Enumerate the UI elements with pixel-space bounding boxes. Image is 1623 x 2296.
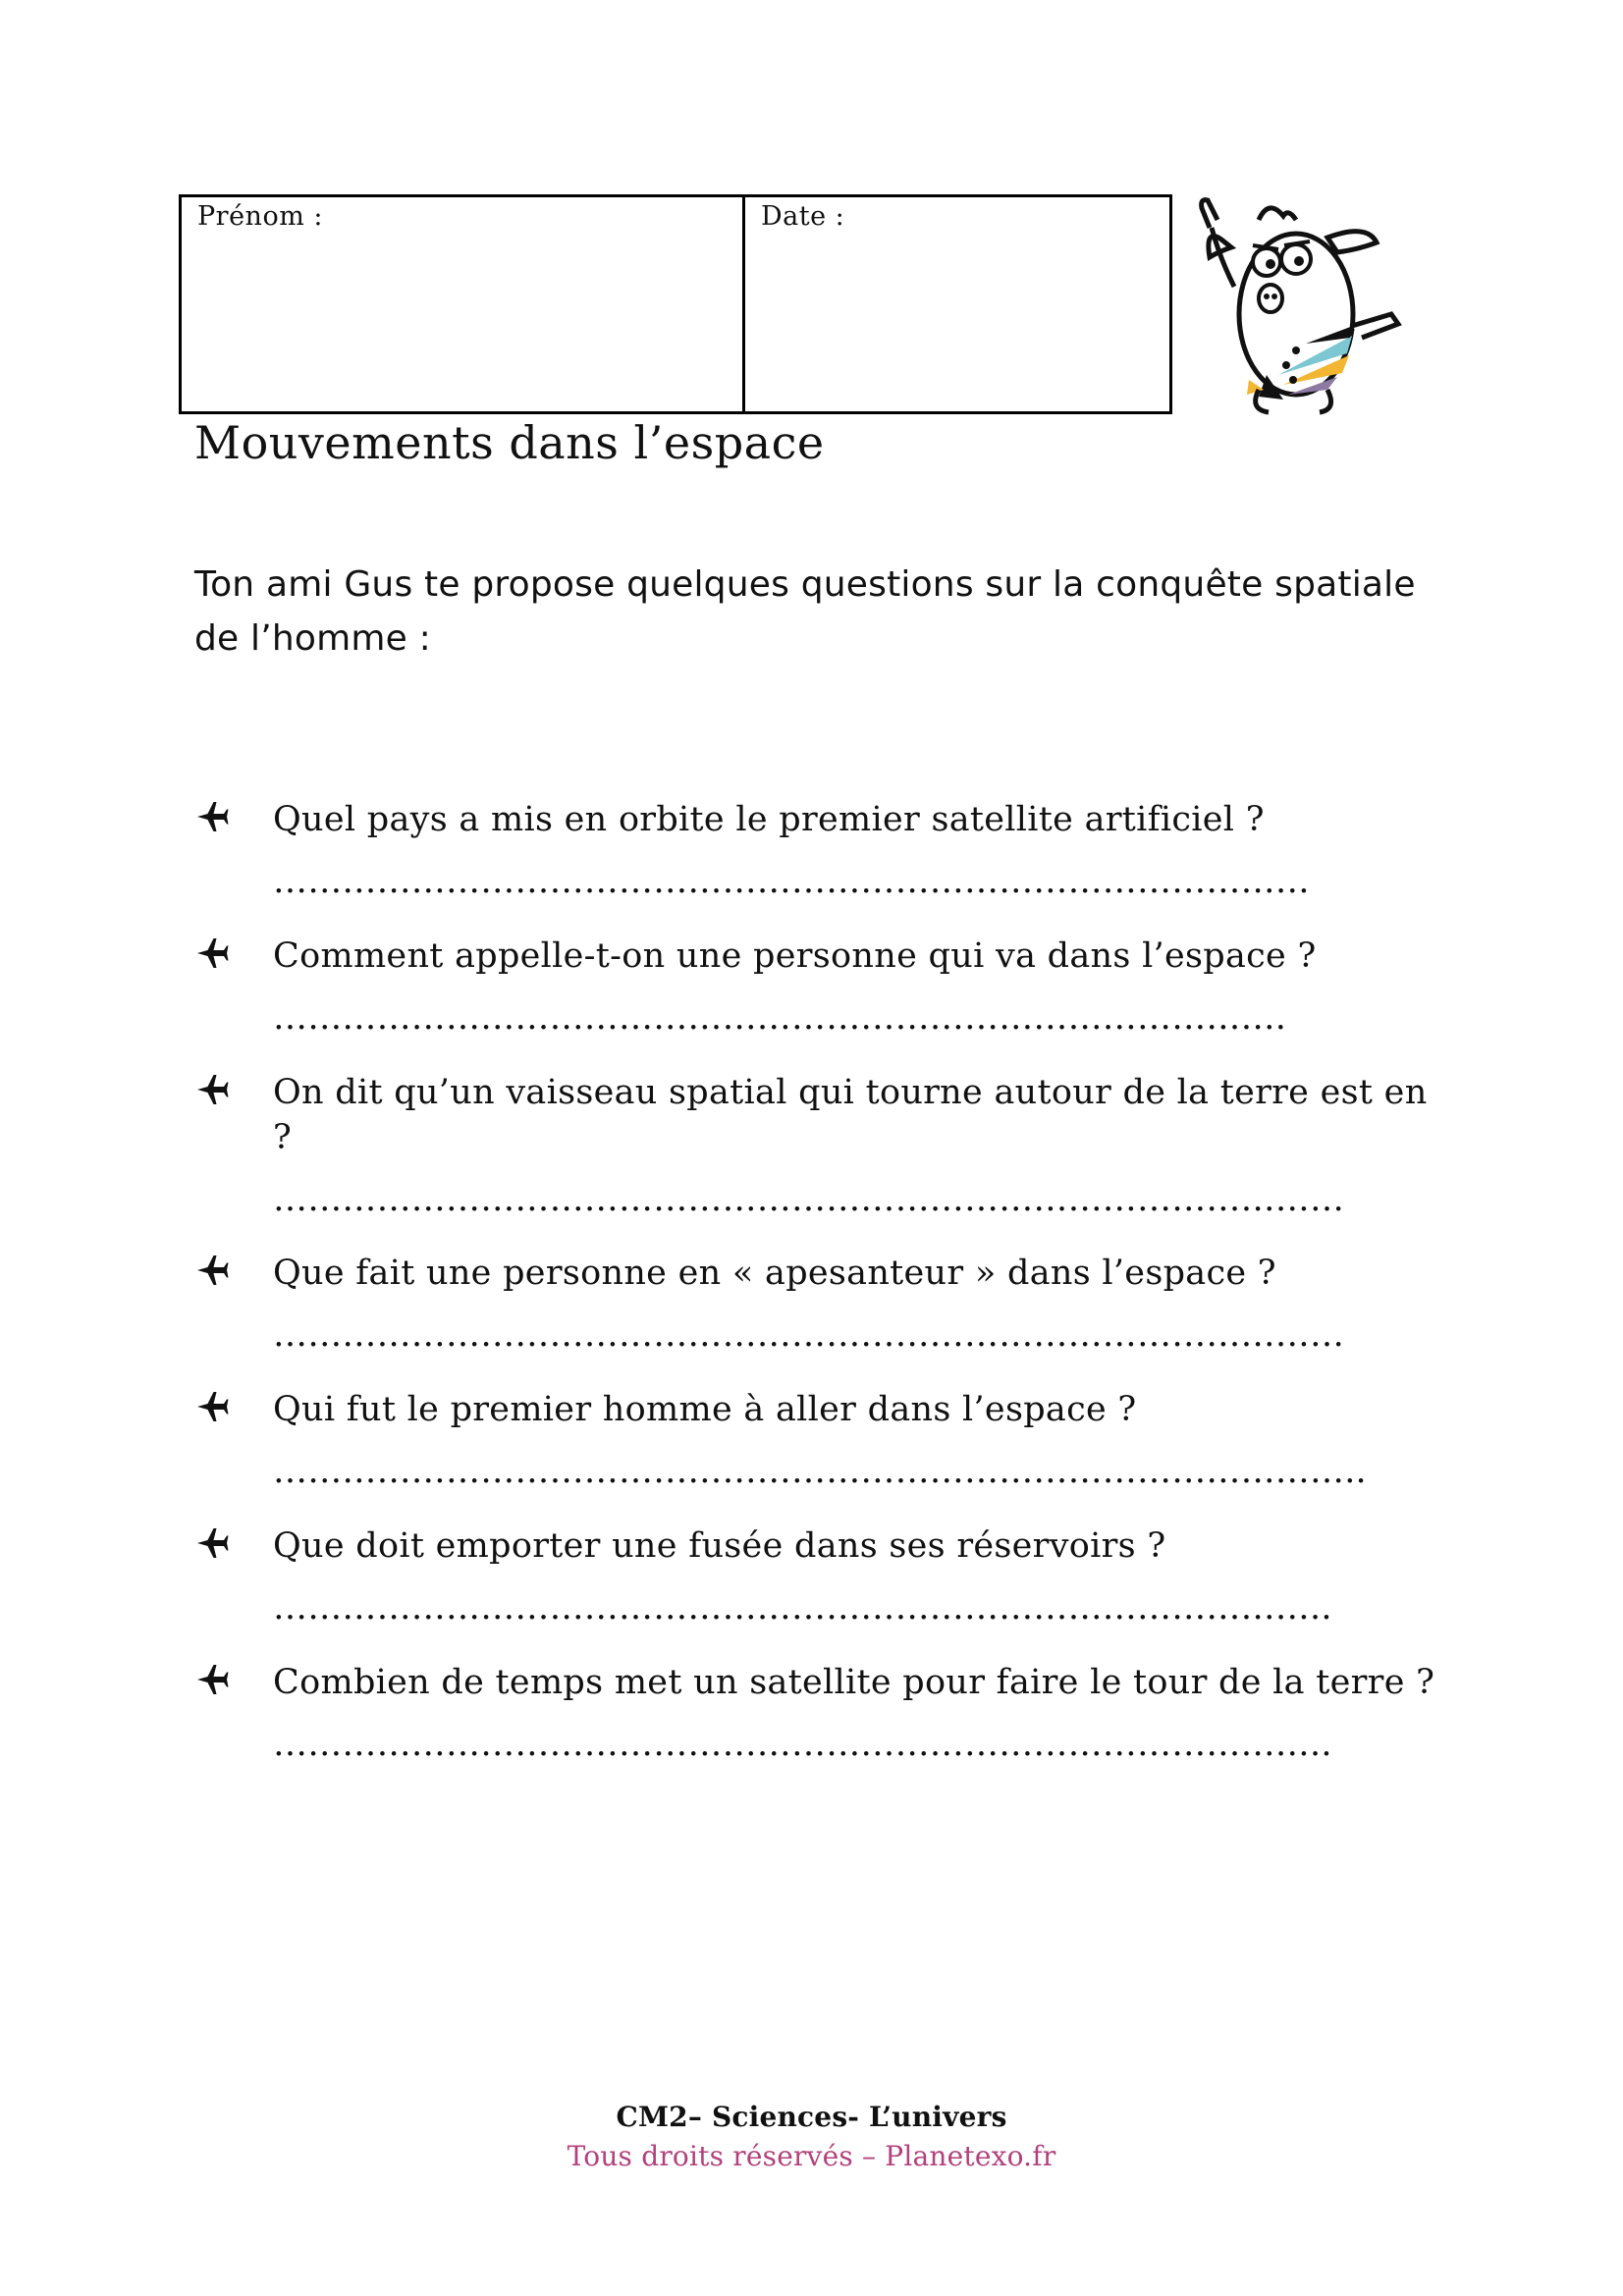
answer-line[interactable]: ………………………………………………………………………………….. bbox=[273, 1452, 1367, 1491]
answer-line[interactable]: ……………………………………………………………………………….. bbox=[273, 1588, 1332, 1628]
airplane-icon bbox=[194, 935, 230, 971]
answer-line[interactable]: ………………………………………………………………………………… bbox=[273, 1180, 1345, 1219]
airplane-icon bbox=[194, 1389, 230, 1424]
prenom-field[interactable] bbox=[182, 197, 745, 411]
airplane-icon bbox=[194, 1662, 230, 1697]
airplane-icon bbox=[194, 799, 230, 834]
question-text: Quel pays a mis en orbite le premier satellite artificiel ? bbox=[273, 800, 1265, 839]
date-label: Date : bbox=[761, 201, 845, 232]
question-text: Que fait une personne en « apesanteur » dans l’espace ? bbox=[273, 1254, 1276, 1293]
answer-line[interactable]: ……………………………………………………………………………….. bbox=[273, 1725, 1332, 1764]
footer-course: CM2– Sciences- L’univers bbox=[616, 2101, 1007, 2133]
airplane-icon bbox=[194, 1253, 230, 1288]
answer-line[interactable]: ……………………………………………………………………………. bbox=[273, 998, 1287, 1038]
prenom-label: Prénom : bbox=[197, 201, 323, 232]
date-field[interactable] bbox=[745, 197, 1169, 411]
intro-text: Ton ami Gus te propose quelques questions sur la conquête spatiale de l’homme : bbox=[194, 564, 1416, 659]
question-text: Combien de temps met un satellite pour faire le tour de la terre ? bbox=[273, 1663, 1435, 1702]
header-box bbox=[179, 194, 1172, 414]
question-text: On dit qu’un vaisseau spatial qui tourne autour de la terre est en ? bbox=[273, 1073, 1428, 1157]
footer-copyright: Tous droits réservés – Planetexo.fr bbox=[567, 2140, 1056, 2172]
question-text: Comment appelle-t-on une personne qui va dans l’espace ? bbox=[273, 936, 1317, 976]
answer-line[interactable]: ……………………………………………………………………………… bbox=[273, 862, 1310, 901]
airplane-icon bbox=[194, 1072, 230, 1107]
airplane-icon bbox=[194, 1525, 230, 1561]
sheep-mascot-icon bbox=[1190, 188, 1416, 424]
question-text: Que doit emporter une fusée dans ses réservoirs ? bbox=[273, 1526, 1166, 1566]
answer-line[interactable]: ………………………………………………………………………………… bbox=[273, 1315, 1345, 1355]
page-title: Mouvements dans l’espace bbox=[194, 416, 825, 469]
question-text: Qui fut le premier homme à aller dans l’espace ? bbox=[273, 1390, 1137, 1429]
